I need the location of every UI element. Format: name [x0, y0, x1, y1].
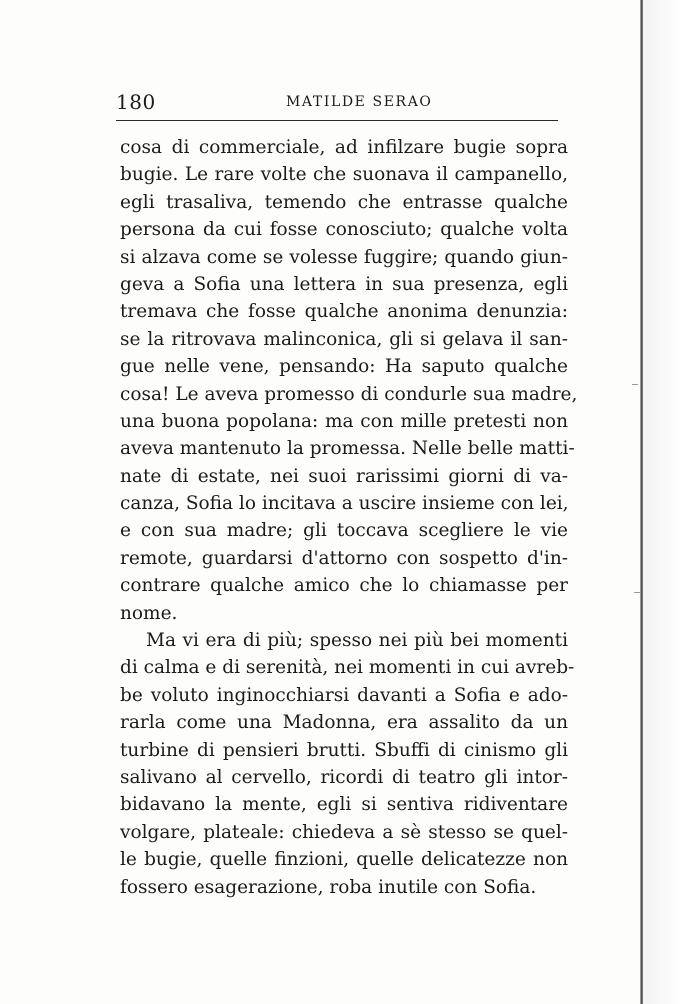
header-rule: [116, 120, 558, 121]
text-line: canza, Sofia lo incitava a uscire insieme con lei,: [120, 493, 569, 515]
text-line: egli trasaliva, temendo che entrasse qualche: [120, 191, 568, 213]
text-line: gue nelle vene, pensando: Ha saputo qualche: [120, 356, 568, 378]
text-line: persona da cui fosse conosciuto; qualche volta: [120, 219, 568, 241]
paragraph-1: [120, 134, 578, 627]
text-line: be voluto inginocchiarsi davanti a Sofia e ado-: [120, 684, 568, 706]
text-line: salivano al cervello, ricordi di teatro gli intor-: [120, 766, 568, 788]
text-line: le bugie, quelle finzioni, quelle delicatezze non: [120, 849, 568, 871]
text-line: nate di estate, nei suoi rarissimi giorni di va-: [120, 465, 568, 487]
text-line: cosa di commerciale, ad infilzare bugie sopra: [120, 137, 568, 158]
text-line: bugie. Le rare volte che suonava il campanello,: [120, 164, 568, 186]
text-line: rarla come una Madonna, era assalito da un: [120, 712, 568, 734]
text-line: bidavano la mente, egli si sentiva ridiventare: [120, 794, 568, 816]
margin-mark: [632, 384, 638, 385]
text-line: Ma vi era di più; spesso nei più bei momenti: [146, 630, 568, 652]
text-line: remote, guardarsi d'attorno con sospetto d'in-: [120, 547, 568, 569]
text-line: di calma e di serenità, nei momenti in cui avreb-: [120, 657, 575, 679]
text-line: e con sua madre; gli toccava scegliere le vie: [120, 520, 568, 542]
running-title: MATILDE SERAO: [286, 94, 433, 110]
margin-mark: [634, 592, 640, 593]
paragraph-2: [120, 627, 575, 901]
text-line: volgare, plateale: chiedeva a sè stesso se quel-: [120, 821, 568, 843]
text-line: una buona popolana: ma con mille pretesti non: [120, 410, 568, 432]
page-margin-shadow: [643, 0, 682, 1004]
text-line: tremava che fosse qualche anonima denunzia:: [120, 301, 568, 323]
page-number: 180: [116, 90, 156, 114]
page-edge-line: [640, 0, 643, 1004]
text-line: turbine di pensieri brutti. Sbuffi di cinismo gli: [120, 739, 568, 761]
text-line: nome.: [120, 602, 178, 624]
page-header: [116, 90, 558, 120]
text-line: aveva mantenuto la promessa. Nelle belle matti-: [120, 438, 575, 460]
text-line: cosa! Le aveva promesso di condurle sua madre,: [120, 383, 578, 405]
text-line: si alzava come se volesse fuggire; quando giun-: [120, 246, 568, 268]
text-line: contrare qualche amico che lo chiamasse per: [120, 575, 568, 597]
text-line: geva a Sofia una lettera in sua presenza, egli: [120, 273, 568, 295]
text-line: fossero esagerazione, roba inutile con Sofia.: [120, 876, 537, 898]
body-text: [120, 134, 578, 901]
text-line: se la ritrovava malinconica, gli si gelava il san-: [120, 328, 568, 350]
